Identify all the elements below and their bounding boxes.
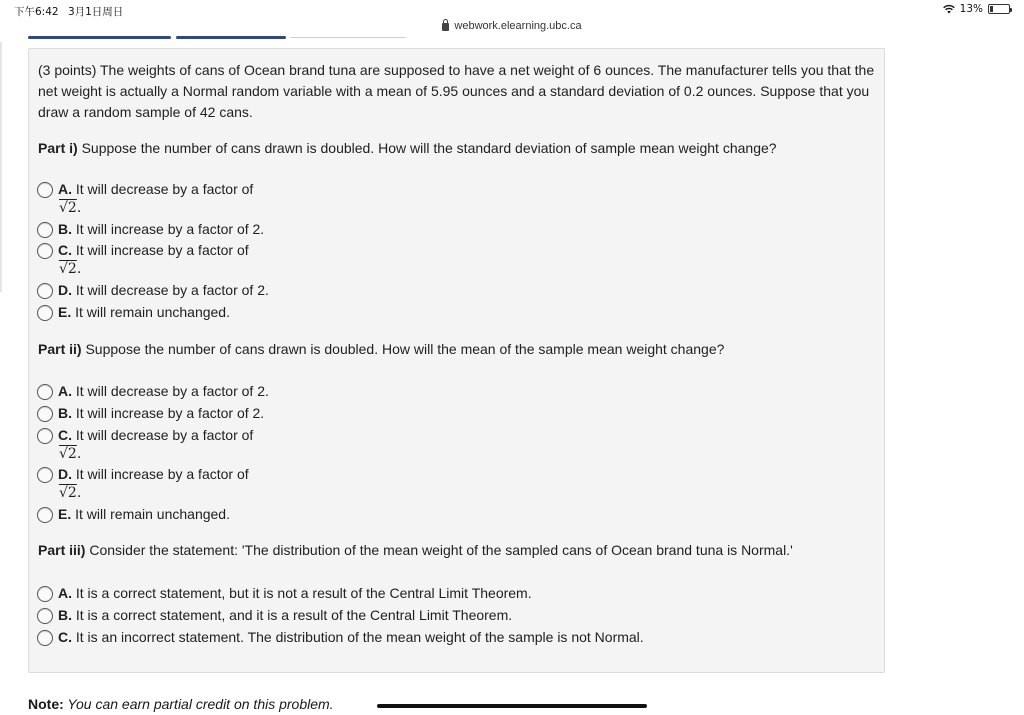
option-math <box>59 198 81 218</box>
tab-strip <box>28 36 408 42</box>
sqrt-two: √2 <box>59 261 77 277</box>
option-text: It will remain unchanged. <box>71 506 230 522</box>
option-text: It will decrease by a factor of <box>72 181 254 197</box>
option-text: It will increase by a factor of 2. <box>72 221 265 237</box>
status-time: 下午6:42 <box>14 6 59 18</box>
note-label: Note: <box>28 696 64 712</box>
option-tail: . <box>76 485 82 501</box>
part-i-text: Suppose the number of cans drawn is doubled. How will the standard deviation of sample mean weight change? <box>77 140 777 156</box>
battery-icon <box>988 4 1010 14</box>
option-math <box>59 444 81 464</box>
home-indicator[interactable] <box>377 704 647 708</box>
status-bar <box>0 0 1024 20</box>
option-text: It will increase by a factor of <box>72 242 249 258</box>
option-letter: C. <box>58 427 72 443</box>
wifi-icon <box>943 4 955 14</box>
radio-button[interactable] <box>37 428 53 444</box>
option-tail: . <box>76 200 82 216</box>
radio-button[interactable] <box>37 586 53 602</box>
note-text: You can earn partial credit on this problem. <box>63 696 334 712</box>
part-ii-text: Suppose the number of cans drawn is doubled. How will the mean of the sample mean weight change? <box>81 341 725 357</box>
option-letter: A. <box>58 585 72 601</box>
status-time-date <box>14 4 123 19</box>
option-letter: D. <box>58 282 72 298</box>
option-letter: B. <box>58 221 72 237</box>
address-bar[interactable] <box>0 20 1024 36</box>
option-text: It is an incorrect statement. The distribution of the mean weight of the sample is not Normal. <box>72 629 644 645</box>
option-text: It will increase by a factor of <box>72 466 249 482</box>
part-i-question <box>38 138 777 158</box>
sqrt-two: √2 <box>59 485 77 501</box>
part-ii-label: Part ii) <box>38 341 82 357</box>
radio-button[interactable] <box>37 182 53 198</box>
part-i-label: Part i) <box>38 140 78 156</box>
radio-button[interactable] <box>37 243 53 259</box>
radio-button[interactable] <box>37 507 53 523</box>
option-tail: . <box>76 261 82 277</box>
option-letter: E. <box>58 304 72 320</box>
option-letter: A. <box>58 383 72 399</box>
radio-button[interactable] <box>37 630 53 646</box>
option-text: It will increase by a factor of 2. <box>72 405 265 421</box>
option-math <box>59 483 81 503</box>
tab-indicator-2[interactable] <box>176 36 286 39</box>
tab-indicator-1[interactable] <box>28 36 171 39</box>
status-date: 3月1日周日 <box>67 6 124 18</box>
part-ii-question <box>38 339 724 359</box>
partial-credit-note <box>28 696 334 712</box>
problem-intro: (3 points) The weights of cans of Ocean brand tuna are supposed to have a net weight of 6 ounces. The manufacturer tells you that the net weight is actually a Normal random variable with a mean of 5.95 ounces and a standard deviation of 0.2 ounces. Suppose that you draw a random sample of 42 cans. <box>38 62 875 120</box>
radio-button[interactable] <box>37 467 53 483</box>
tab-indicator-3[interactable] <box>290 37 406 38</box>
lock-icon <box>442 23 449 31</box>
option-text: It will decrease by a factor of <box>72 427 254 443</box>
sqrt-two: √2 <box>59 200 77 216</box>
part-iii-question <box>38 540 793 560</box>
option-text: It will decrease by a factor of 2. <box>72 282 269 298</box>
option-text: It will decrease by a factor of 2. <box>72 383 269 399</box>
radio-button[interactable] <box>37 608 53 624</box>
radio-button[interactable] <box>37 305 53 321</box>
part-iii-label: Part iii) <box>38 542 86 558</box>
sqrt-two: √2 <box>59 446 77 462</box>
option-letter: C. <box>58 629 72 645</box>
radio-button[interactable] <box>37 406 53 422</box>
left-edge-divider <box>0 42 2 292</box>
url-text: webwork.elearning.ubc.ca <box>454 20 582 32</box>
option-letter: B. <box>58 607 72 623</box>
option-text: It is a correct statement, and it is a result of the Central Limit Theorem. <box>72 607 513 623</box>
option-letter: D. <box>58 466 72 482</box>
option-letter: B. <box>58 405 72 421</box>
option-text: It is a correct statement, but it is not a result of the Central Limit Theorem. <box>72 585 532 601</box>
part-iii-text: Consider the statement: 'The distribution of the mean weight of the sampled cans of Ocean brand tuna is Normal.' <box>85 542 793 558</box>
radio-button[interactable] <box>37 222 53 238</box>
battery-percent: 13% <box>959 3 983 15</box>
option-math <box>59 259 81 279</box>
option-letter: A. <box>58 181 72 197</box>
radio-button[interactable] <box>37 384 53 400</box>
radio-button[interactable] <box>37 283 53 299</box>
option-letter: C. <box>58 242 72 258</box>
option-letter: E. <box>58 506 72 522</box>
status-indicators <box>943 3 1010 15</box>
option-text: It will remain unchanged. <box>71 304 230 320</box>
option-tail: . <box>76 446 82 462</box>
